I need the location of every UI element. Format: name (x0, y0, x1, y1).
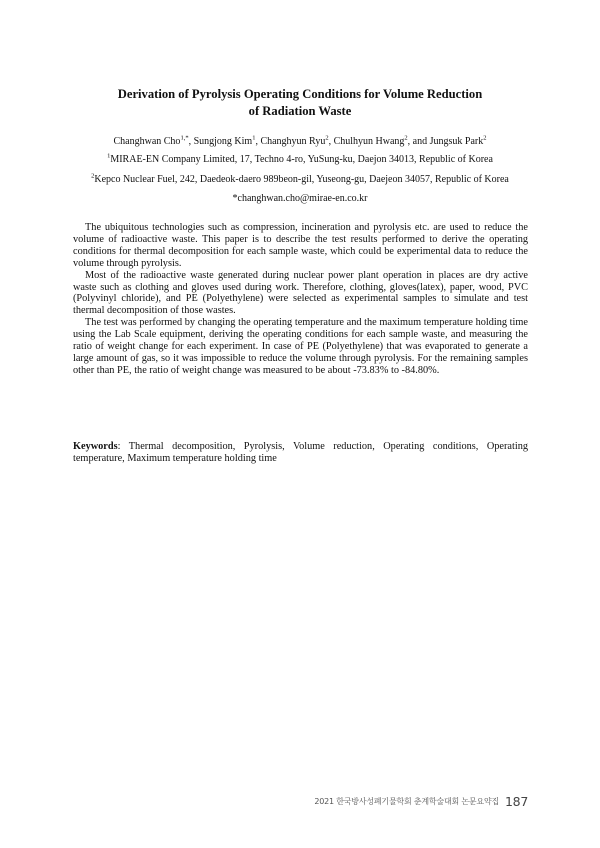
author-separator: , (255, 136, 261, 147)
affiliation-text: MIRAE-EN Company Limited, 17, Techno 4-ro, YuSung-ku, Daejon 34013, Republic of Korea (110, 154, 493, 165)
author-name: Chulhyun Hwang (333, 136, 405, 147)
abstract-paragraph: The test was performed by changing the operating temperature and the maximum temperature holding time using the Lab Scale equipment, deriving the operating conditions for each sample waste, and measuring the ratio of weight change for each experiment. In case of PE (Polyethylene) that was evaporated to generate a large amount of gas, so it was impossible to reduce the volume through pyrolysis. For the remaining samples other than PE, the ratio of weight change was measured to be about -73.83% to -84.80%. (73, 317, 528, 376)
affiliation-1 (60, 154, 540, 166)
author-name: Changhyun Ryu (260, 136, 326, 147)
affiliation-marker: 2 (91, 172, 95, 180)
author-separator: , and (407, 136, 430, 147)
author-separator: , (188, 136, 194, 147)
title-line-1: Derivation of Pyrolysis Operating Conditions for Volume Reduction (117, 87, 483, 101)
author-name: Changhwan Cho (113, 136, 181, 147)
abstract-paragraph: The ubiquitous technologies such as compression, incineration and pyrolysis etc. are used to reduce the volume of radioactive waste. This paper is to describe the test results performed to derive the operating conditions for thermal decomposition for each sample waste, which could be experimental data to reduce the volume through pyrolysis. (73, 222, 528, 269)
author-name: Sungjong Kim (193, 136, 253, 147)
keywords-text: : Thermal decomposition, Pyrolysis, Volume reduction, Operating conditions, Operating temperature, Maximum temperature holding time (73, 441, 528, 464)
author-affiliation-marker: 1 (252, 134, 256, 142)
author-separator: , (328, 136, 334, 147)
keywords-section (73, 441, 528, 465)
affiliation-2 (60, 174, 540, 186)
abstract-paragraph: Most of the radioactive waste generated during nuclear power plant operation in places are dry active waste such as clothing and gloves used during work. Therefore, clothing, gloves(latex), paper, wood, PVC (Polyvinyl chloride), and PE (Polyethylene) were selected as experimental samples to simulate and test thermal decomposition of those wastes. (73, 269, 528, 317)
keywords-label: Keywords (73, 441, 118, 452)
abstract-body (73, 222, 528, 377)
affiliation-text: Kepco Nuclear Fuel, 242, Daedeok-daero 989beon-gil, Yuseong-gu, Daejeon 34057, Republic of Korea (94, 174, 509, 185)
affiliation-marker: 1 (107, 152, 111, 160)
author-affiliation-marker: 1,* (180, 134, 189, 142)
page-number: 187 (505, 794, 528, 809)
page-footer (314, 791, 528, 810)
corresponding-email: *changhwan.cho@mirae-en.co.kr (232, 193, 368, 204)
title-line-2: of Radiation Waste (248, 104, 352, 118)
author-list (60, 136, 540, 148)
author-affiliation-marker: 2 (404, 134, 408, 142)
paper-title (100, 86, 500, 120)
author-affiliation-marker: 2 (325, 134, 329, 142)
journal-name: 2021 한국방사성폐기물학회 춘계학술대회 논문요약집 (314, 797, 500, 806)
author-name: Jungsuk Park (429, 136, 484, 147)
author-affiliation-marker: 2 (483, 134, 487, 142)
